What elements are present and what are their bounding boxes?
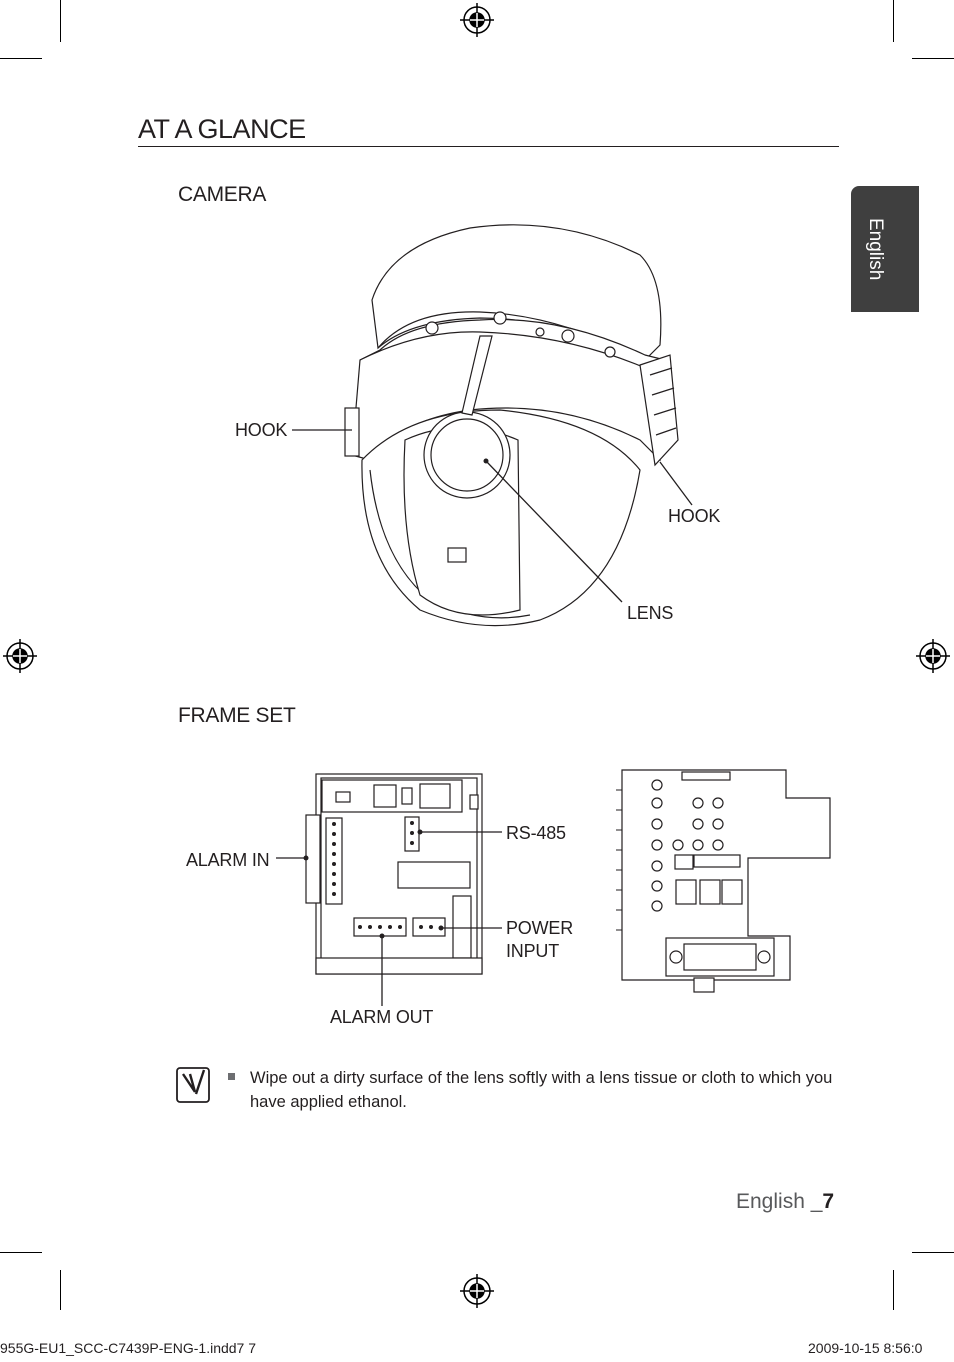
page-number: 7	[822, 1190, 835, 1213]
frame-set-heading: FRAME SET	[178, 704, 296, 727]
hook-right-label: HOOK	[668, 506, 721, 526]
print-slug-file: 955G-EU1_SCC-C7439P-ENG-1.indd7 7	[0, 1340, 257, 1356]
power-input-label-line2: INPUT	[506, 941, 560, 961]
note-text: Wipe out a dirty surface of the lens softly with a lens tissue or cloth to which you have applied ethanol.	[250, 1069, 833, 1111]
power-input-label: POWER	[506, 918, 574, 938]
rs485-label: RS-485	[506, 823, 566, 843]
camera-heading: CAMERA	[178, 183, 267, 206]
alarm-out-label: ALARM OUT	[330, 1007, 434, 1027]
language-tab-label: English	[865, 217, 886, 281]
note-bullet	[228, 1073, 235, 1080]
page-title: AT A GLANCE	[138, 114, 306, 144]
alarm-in-label: ALARM IN	[186, 850, 270, 870]
hook-left-label: HOOK	[235, 420, 288, 440]
print-slug-date: 2009-10-15 8:56:0	[808, 1340, 923, 1356]
footer-language: English _	[736, 1190, 823, 1213]
lens-label: LENS	[627, 603, 674, 623]
page-footer	[736, 1190, 834, 1214]
